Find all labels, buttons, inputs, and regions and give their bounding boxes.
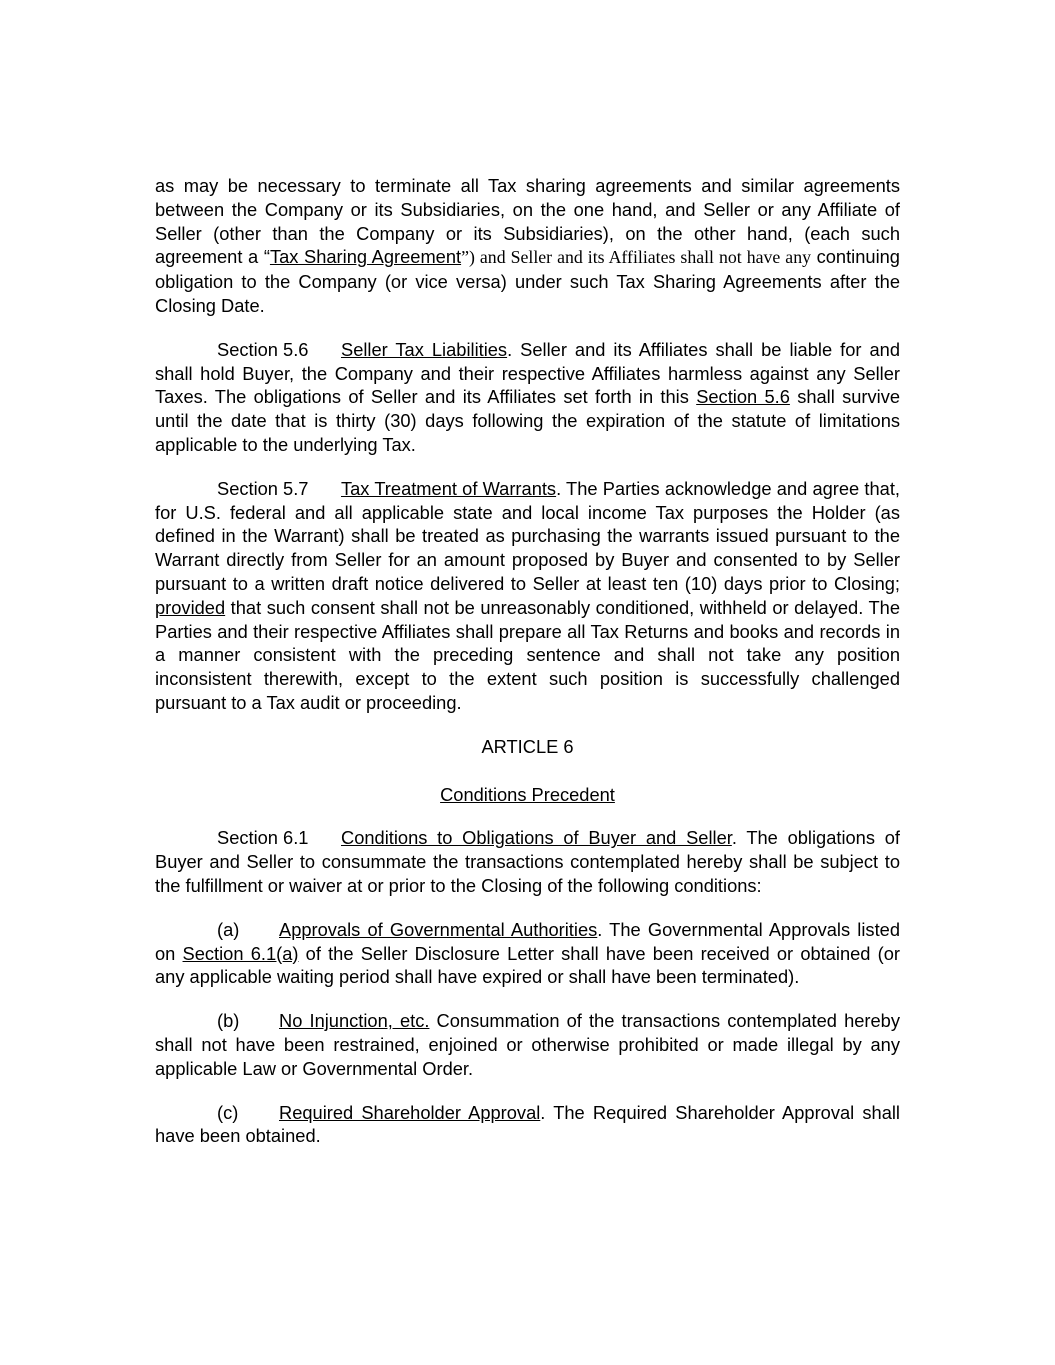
clause-a: (a) Approvals of Governmental Authorities. The Governmental Approvals listed on Section 6.1(a) of the Seller Disclosure Letter shall have been received or obtained (or any applicable waiting period shall have expired or shall have been terminated).	[155, 918, 901, 988]
clause-title: Approvals of Governmental Authorities	[279, 918, 598, 940]
section-6-1: Section 6.1 Conditions to Obligations of Buyer and Seller. The obligations of Buyer and Seller to consummate the transactions contemplated hereby shall be subject to the fulfillment or waiver at or prior to the Closing of the following conditions:	[155, 827, 900, 896]
clause-c: (c) Required Shareholder Approval. The Required Shareholder Approval shall have been obtained.	[155, 1101, 900, 1147]
article-heading: ARTICLE 6	[481, 735, 574, 757]
provided-term: provided	[155, 596, 226, 618]
article-subheading: Conditions Precedent	[440, 783, 615, 805]
section-5-7: Section 5.7 Tax Treatment of Warrants. The Parties acknowledge and agree that, for U.S. federal and all applicable state and local income Tax purposes the Holder (as defined in the Warrant) shall be treated as purchasing the warrants issued pursuant to the Warrant directly from Seller for an amount proposed by Buyer and consented to by Seller pursuant to a written draft notice delivered to Seller at least ten (10) days prior to Closing; provided that such consent shall not be unreasonably conditioned, withheld or delayed. The Parties and their respective Affiliates shall prepare all Tax Returns and books and records in a manner consistent with the preceding sentence and shall not take any position inconsistent therewith, except to the extent such position is successfully challenged pursuant to a Tax audit or proceeding.	[155, 477, 900, 713]
section-number: Section 5.7	[217, 477, 309, 499]
clause-label: (b)	[217, 1010, 240, 1032]
section-title: Seller Tax Liabilities	[341, 338, 508, 360]
section-number: Section 6.1	[217, 827, 309, 849]
clause-title: No Injunction, etc.	[279, 1010, 430, 1032]
section-title: Conditions to Obligations of Buyer and Seller	[341, 827, 732, 849]
section-number: Section 5.6	[217, 338, 309, 360]
clause-label: (a)	[217, 918, 240, 940]
clause-title: Required Shareholder Approval	[279, 1101, 541, 1123]
document-body	[155, 174, 900, 1168]
section-5-6: Section 5.6 Seller Tax Liabilities. Seller and its Affiliates shall be liable for and shall hold Buyer, the Company and their respective Affiliates harmless against any Seller Taxes. The obligations of Seller and its Affiliates set forth in this Section 5.6 shall survive until the date that is thirty (30) days following the expiration of the statute of limitations applicable to the underlying Tax.	[155, 338, 900, 455]
defined-term-tax-sharing-agreement: Tax Sharing Agreement	[269, 246, 462, 268]
paragraph-continuation: as may be necessary to terminate all Tax sharing agreements and similar agreements between the Company or its Subsidiaries, on the one hand, and Seller or any Affiliate of Seller (other than the Company or its Subsidiaries), on the other hand, (each such agreement a “Tax Sharing Agreement”) and Seller and its Affiliates shall not have any continuing obligation to the Company (or vice versa) under such Tax Sharing Agreements after the Closing Date.	[155, 175, 900, 316]
section-title: Tax Treatment of Warrants	[341, 477, 557, 499]
clause-label: (c)	[217, 1101, 239, 1123]
clause-b: (b) No Injunction, etc. Consummation of the transactions contemplated hereby shall not have been restrained, enjoined or otherwise prohibited or made illegal by any applicable Law or Governmental Order.	[155, 1010, 900, 1079]
section-cross-reference: Section 5.6	[696, 386, 790, 408]
section-cross-reference: Section 6.1(a)	[182, 942, 299, 964]
